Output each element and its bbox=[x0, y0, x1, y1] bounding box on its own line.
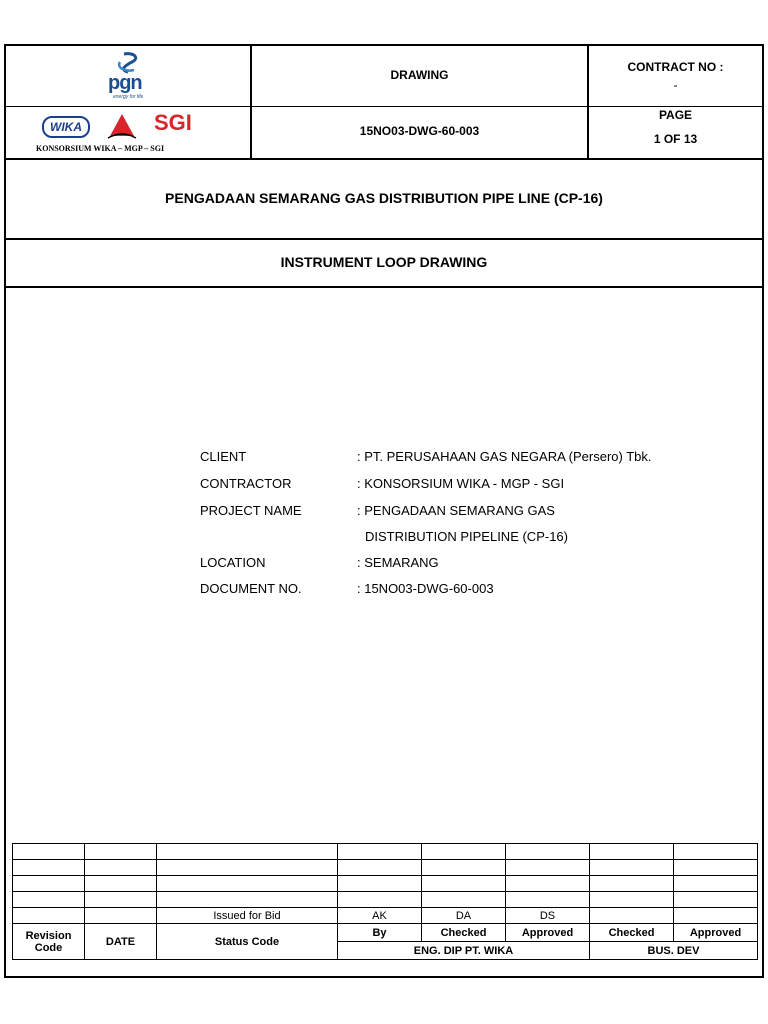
project-name-value-line2: DISTRIBUTION PIPELINE (CP-16) bbox=[365, 529, 568, 544]
subtitle-divider bbox=[6, 286, 762, 288]
group-bus-dev: BUS. DEV bbox=[590, 942, 758, 960]
revision-table bbox=[12, 843, 758, 960]
project-name-value-line1: : PENGADAAN SEMARANG GAS bbox=[357, 503, 555, 518]
status-issued-for-bid: Issued for Bid bbox=[157, 908, 338, 924]
col-status-code: Status Code bbox=[157, 924, 338, 960]
group-eng-wika: ENG. DIP PT. WIKA bbox=[338, 942, 590, 960]
pgn-logo bbox=[96, 50, 166, 104]
header-divider-bottom bbox=[6, 158, 762, 160]
location-label: LOCATION bbox=[200, 555, 266, 570]
revision-row-issued bbox=[13, 908, 758, 924]
location-value: : SEMARANG bbox=[357, 555, 439, 570]
header-col-divider-1 bbox=[250, 46, 252, 158]
col-revision-code: Revision Code bbox=[13, 924, 85, 960]
document-number-header: 15NO03-DWG-60-003 bbox=[359, 124, 480, 138]
header-divider-mid bbox=[6, 106, 762, 107]
col-approved-bus: Approved bbox=[674, 924, 758, 942]
consortium-logos bbox=[36, 110, 236, 156]
col-approved: Approved bbox=[506, 924, 590, 942]
revision-row bbox=[13, 844, 758, 860]
mgp-dome-icon bbox=[104, 112, 140, 142]
col-date: DATE bbox=[85, 924, 157, 960]
client-value: : PT. PERUSAHAAN GAS NEGARA (Persero) Tbk. bbox=[357, 449, 652, 464]
col-by: By bbox=[338, 924, 422, 942]
contract-value: - bbox=[673, 78, 678, 92]
document-no-label: DOCUMENT NO. bbox=[200, 581, 302, 596]
checked-value: DA bbox=[422, 908, 506, 924]
drawing-label: DRAWING bbox=[390, 68, 449, 82]
project-title: PENGADAAN SEMARANG GAS DISTRIBUTION PIPE LINE (CP-16) bbox=[165, 190, 603, 206]
pgn-tagline: energy for life bbox=[113, 94, 144, 100]
revision-row bbox=[13, 892, 758, 908]
wika-logo: WIKA bbox=[42, 116, 90, 138]
document-frame bbox=[4, 44, 764, 978]
col-checked-bus: Checked bbox=[590, 924, 674, 942]
revision-row bbox=[13, 876, 758, 892]
project-name-label: PROJECT NAME bbox=[200, 503, 302, 518]
client-label: CLIENT bbox=[200, 449, 247, 464]
drawing-title: INSTRUMENT LOOP DRAWING bbox=[280, 254, 488, 270]
by-value: AK bbox=[338, 908, 422, 924]
contractor-value: : KONSORSIUM WIKA - MGP - SGI bbox=[357, 476, 565, 491]
col-checked: Checked bbox=[422, 924, 506, 942]
revision-header-row bbox=[13, 924, 758, 942]
contractor-label: CONTRACTOR bbox=[200, 476, 292, 491]
page-label: PAGE bbox=[658, 108, 693, 122]
sgi-logo: SGI bbox=[154, 110, 192, 135]
page-value: 1 OF 13 bbox=[653, 132, 698, 146]
title-divider bbox=[6, 238, 762, 240]
consortium-caption: KONSORSIUM WIKA – MGP – SGI bbox=[36, 144, 165, 153]
contract-label: CONTRACT NO : bbox=[627, 60, 724, 74]
revision-row bbox=[13, 860, 758, 876]
approved-value: DS bbox=[506, 908, 590, 924]
pgn-wordmark: pgn bbox=[108, 72, 142, 94]
document-no-value: : 15NO03-DWG-60-003 bbox=[357, 581, 494, 596]
